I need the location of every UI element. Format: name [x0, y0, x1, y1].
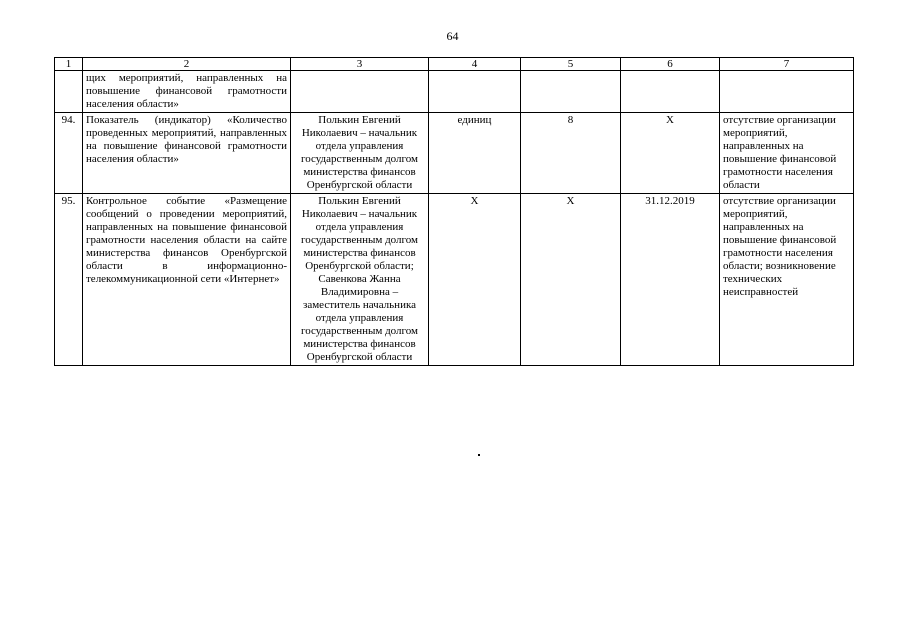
row-responsible: [291, 71, 429, 113]
row-name: Показатель (индикатор) «Количество проведенных мероприятий, направленных на повышение финансовой грамотности населения области»: [83, 113, 291, 194]
table-row: [55, 194, 854, 366]
table-header-row: [55, 58, 854, 71]
row-unit: [429, 71, 521, 113]
row-number: [55, 71, 83, 113]
row-number: 94.: [55, 113, 83, 194]
row-responsible: Полькин Евгений Николаевич – начальник отдела управления государственным долгом министерства финансов Оренбургской области; Савенкова Жанна Владимировна – заместитель начальника отдела управления государственным долгом министерства финансов Оренбургской области: [291, 194, 429, 366]
row-date: 31.12.2019: [621, 194, 720, 366]
row-value: [521, 71, 621, 113]
column-header: 4: [429, 58, 521, 71]
row-responsible: Полькин Евгений Николаевич – начальник отдела управления государственным долгом министерства финансов Оренбургской области: [291, 113, 429, 194]
plan-table: [54, 57, 854, 366]
row-unit: единиц: [429, 113, 521, 194]
row-value: 8: [521, 113, 621, 194]
column-header: 3: [291, 58, 429, 71]
table-row: [55, 113, 854, 194]
row-unit: Х: [429, 194, 521, 366]
column-header: 1: [55, 58, 83, 71]
row-risk: отсутствие организации мероприятий, направленных на повышение финансовой грамотности населения области: [720, 113, 854, 194]
row-date: Х: [621, 113, 720, 194]
column-header: 2: [83, 58, 291, 71]
row-risk: отсутствие организации мероприятий, направленных на повышение финансовой грамотности населения области; возникновение технических неисправностей: [720, 194, 854, 366]
row-value: Х: [521, 194, 621, 366]
row-name: Контрольное событие «Размещение сообщений о проведении мероприятий, направленных на повышение финансовой грамотности населения области на сайте министерства финансов Оренбургской области в информационно-телекоммуникационной сети «Интернет»: [83, 194, 291, 366]
stray-dot-mark: [478, 454, 480, 456]
page-number: 64: [446, 29, 459, 43]
row-number: 95.: [55, 194, 83, 366]
column-header: 7: [720, 58, 854, 71]
table-row: [55, 71, 854, 113]
row-name: щих мероприятий, направленных на повышение финансовой грамотности населения области»: [83, 71, 291, 113]
column-header: 6: [621, 58, 720, 71]
row-risk: [720, 71, 854, 113]
row-date: [621, 71, 720, 113]
column-header: 5: [521, 58, 621, 71]
